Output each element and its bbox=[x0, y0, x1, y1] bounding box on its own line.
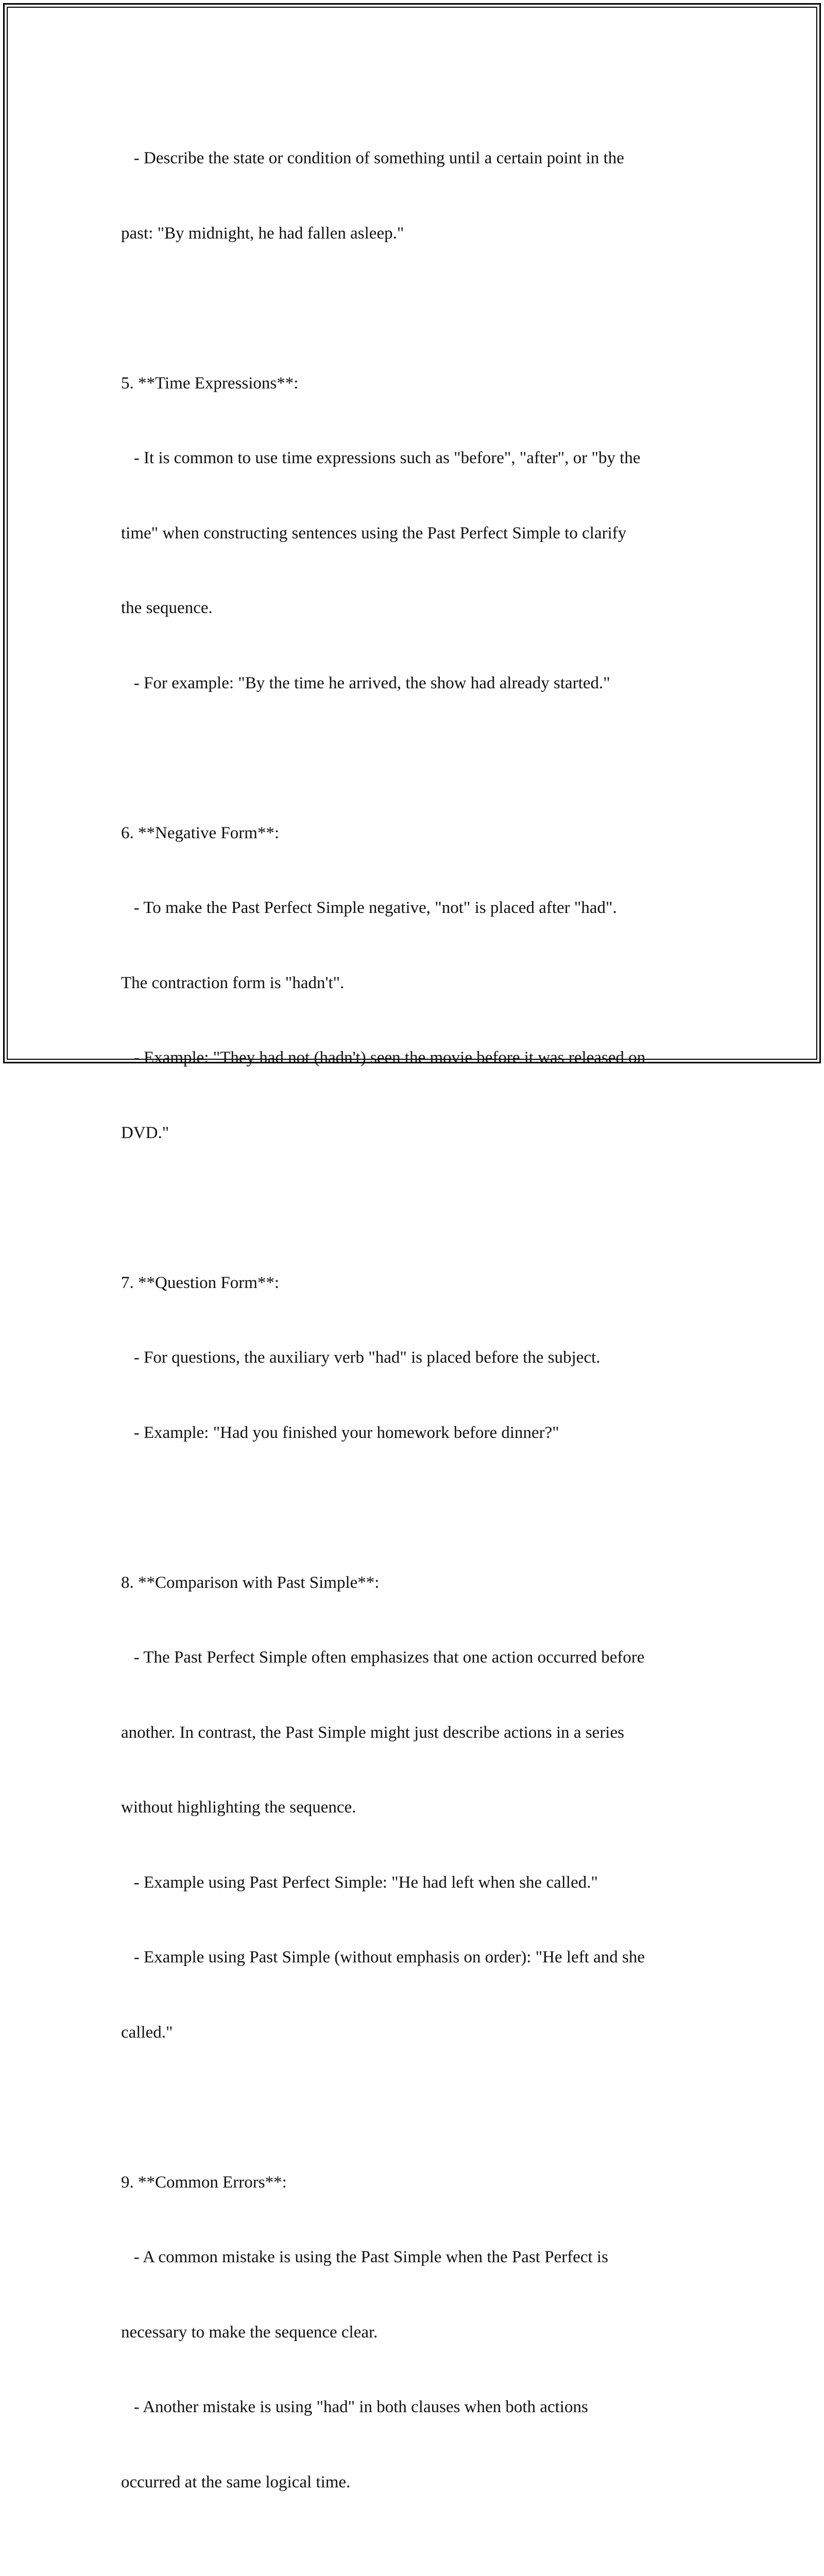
text-line: - For example: "By the time he arrived, the show had already started." bbox=[121, 673, 610, 692]
text-line: - A common mistake is using the Past Simple when the Past Perfect is bbox=[121, 2248, 608, 2266]
text-line: DVD." bbox=[121, 1123, 169, 1142]
blank-line bbox=[121, 296, 708, 321]
section-heading-time-expressions: 5. **Time Expressions**: bbox=[121, 374, 299, 393]
text-line: without highlighting the sequence. bbox=[121, 1798, 356, 1817]
text-line: - It is common to use time expressions such as "before", "after", or "by the bbox=[121, 449, 641, 467]
section-heading-comparison: 8. **Comparison with Past Simple**: bbox=[121, 1573, 380, 1592]
text-line: - Example using Past Perfect Simple: "He had left when she called." bbox=[121, 1873, 598, 1892]
text-line: another. In contrast, the Past Simple might just describe actions in a series bbox=[121, 1723, 624, 1742]
text-line: past: "By midnight, he had fallen asleep." bbox=[121, 224, 404, 243]
text-line: time" when constructing sentences using the Past Perfect Simple to clarify bbox=[121, 523, 627, 543]
text-line: necessary to make the sequence clear. bbox=[121, 2323, 378, 2342]
text-line: - To make the Past Perfect Simple negative, "not" is placed after "had". bbox=[121, 899, 617, 917]
blank-line bbox=[121, 2095, 708, 2120]
section-heading-question-form: 7. **Question Form**: bbox=[121, 1273, 280, 1292]
document-body bbox=[121, 96, 708, 2576]
text-line: the sequence. bbox=[121, 599, 213, 617]
section-heading-negative-form: 6. **Negative Form**: bbox=[121, 823, 280, 842]
text-line: - For questions, the auxiliary verb "had" is placed before the subject. bbox=[121, 1348, 600, 1367]
section-heading-common-errors: 9. **Common Errors**: bbox=[121, 2173, 287, 2192]
blank-line bbox=[121, 2545, 708, 2570]
text-line: - The Past Perfect Simple often emphasizes that one action occurred before bbox=[121, 1648, 645, 1667]
blank-line bbox=[121, 1195, 708, 1221]
text-line: - Another mistake is using "had" in both clauses when both actions bbox=[121, 2398, 588, 2416]
text-line: - Describe the state or condition of something until a certain point in the bbox=[121, 149, 624, 167]
text-line: called." bbox=[121, 2023, 173, 2042]
blank-line bbox=[121, 1495, 708, 1520]
text-line: - Example using Past Simple (without emphasis on order): "He left and she bbox=[121, 1948, 645, 1967]
text-line: - Example: "They had not (hadn't) seen the movie before it was released on bbox=[121, 1048, 646, 1067]
text-line: - Example: "Had you finished your homework before dinner?" bbox=[121, 1423, 559, 1442]
blank-line bbox=[121, 745, 708, 771]
text-line: The contraction form is "hadn't". bbox=[121, 973, 345, 992]
text-line: occurred at the same logical time. bbox=[121, 2472, 351, 2492]
